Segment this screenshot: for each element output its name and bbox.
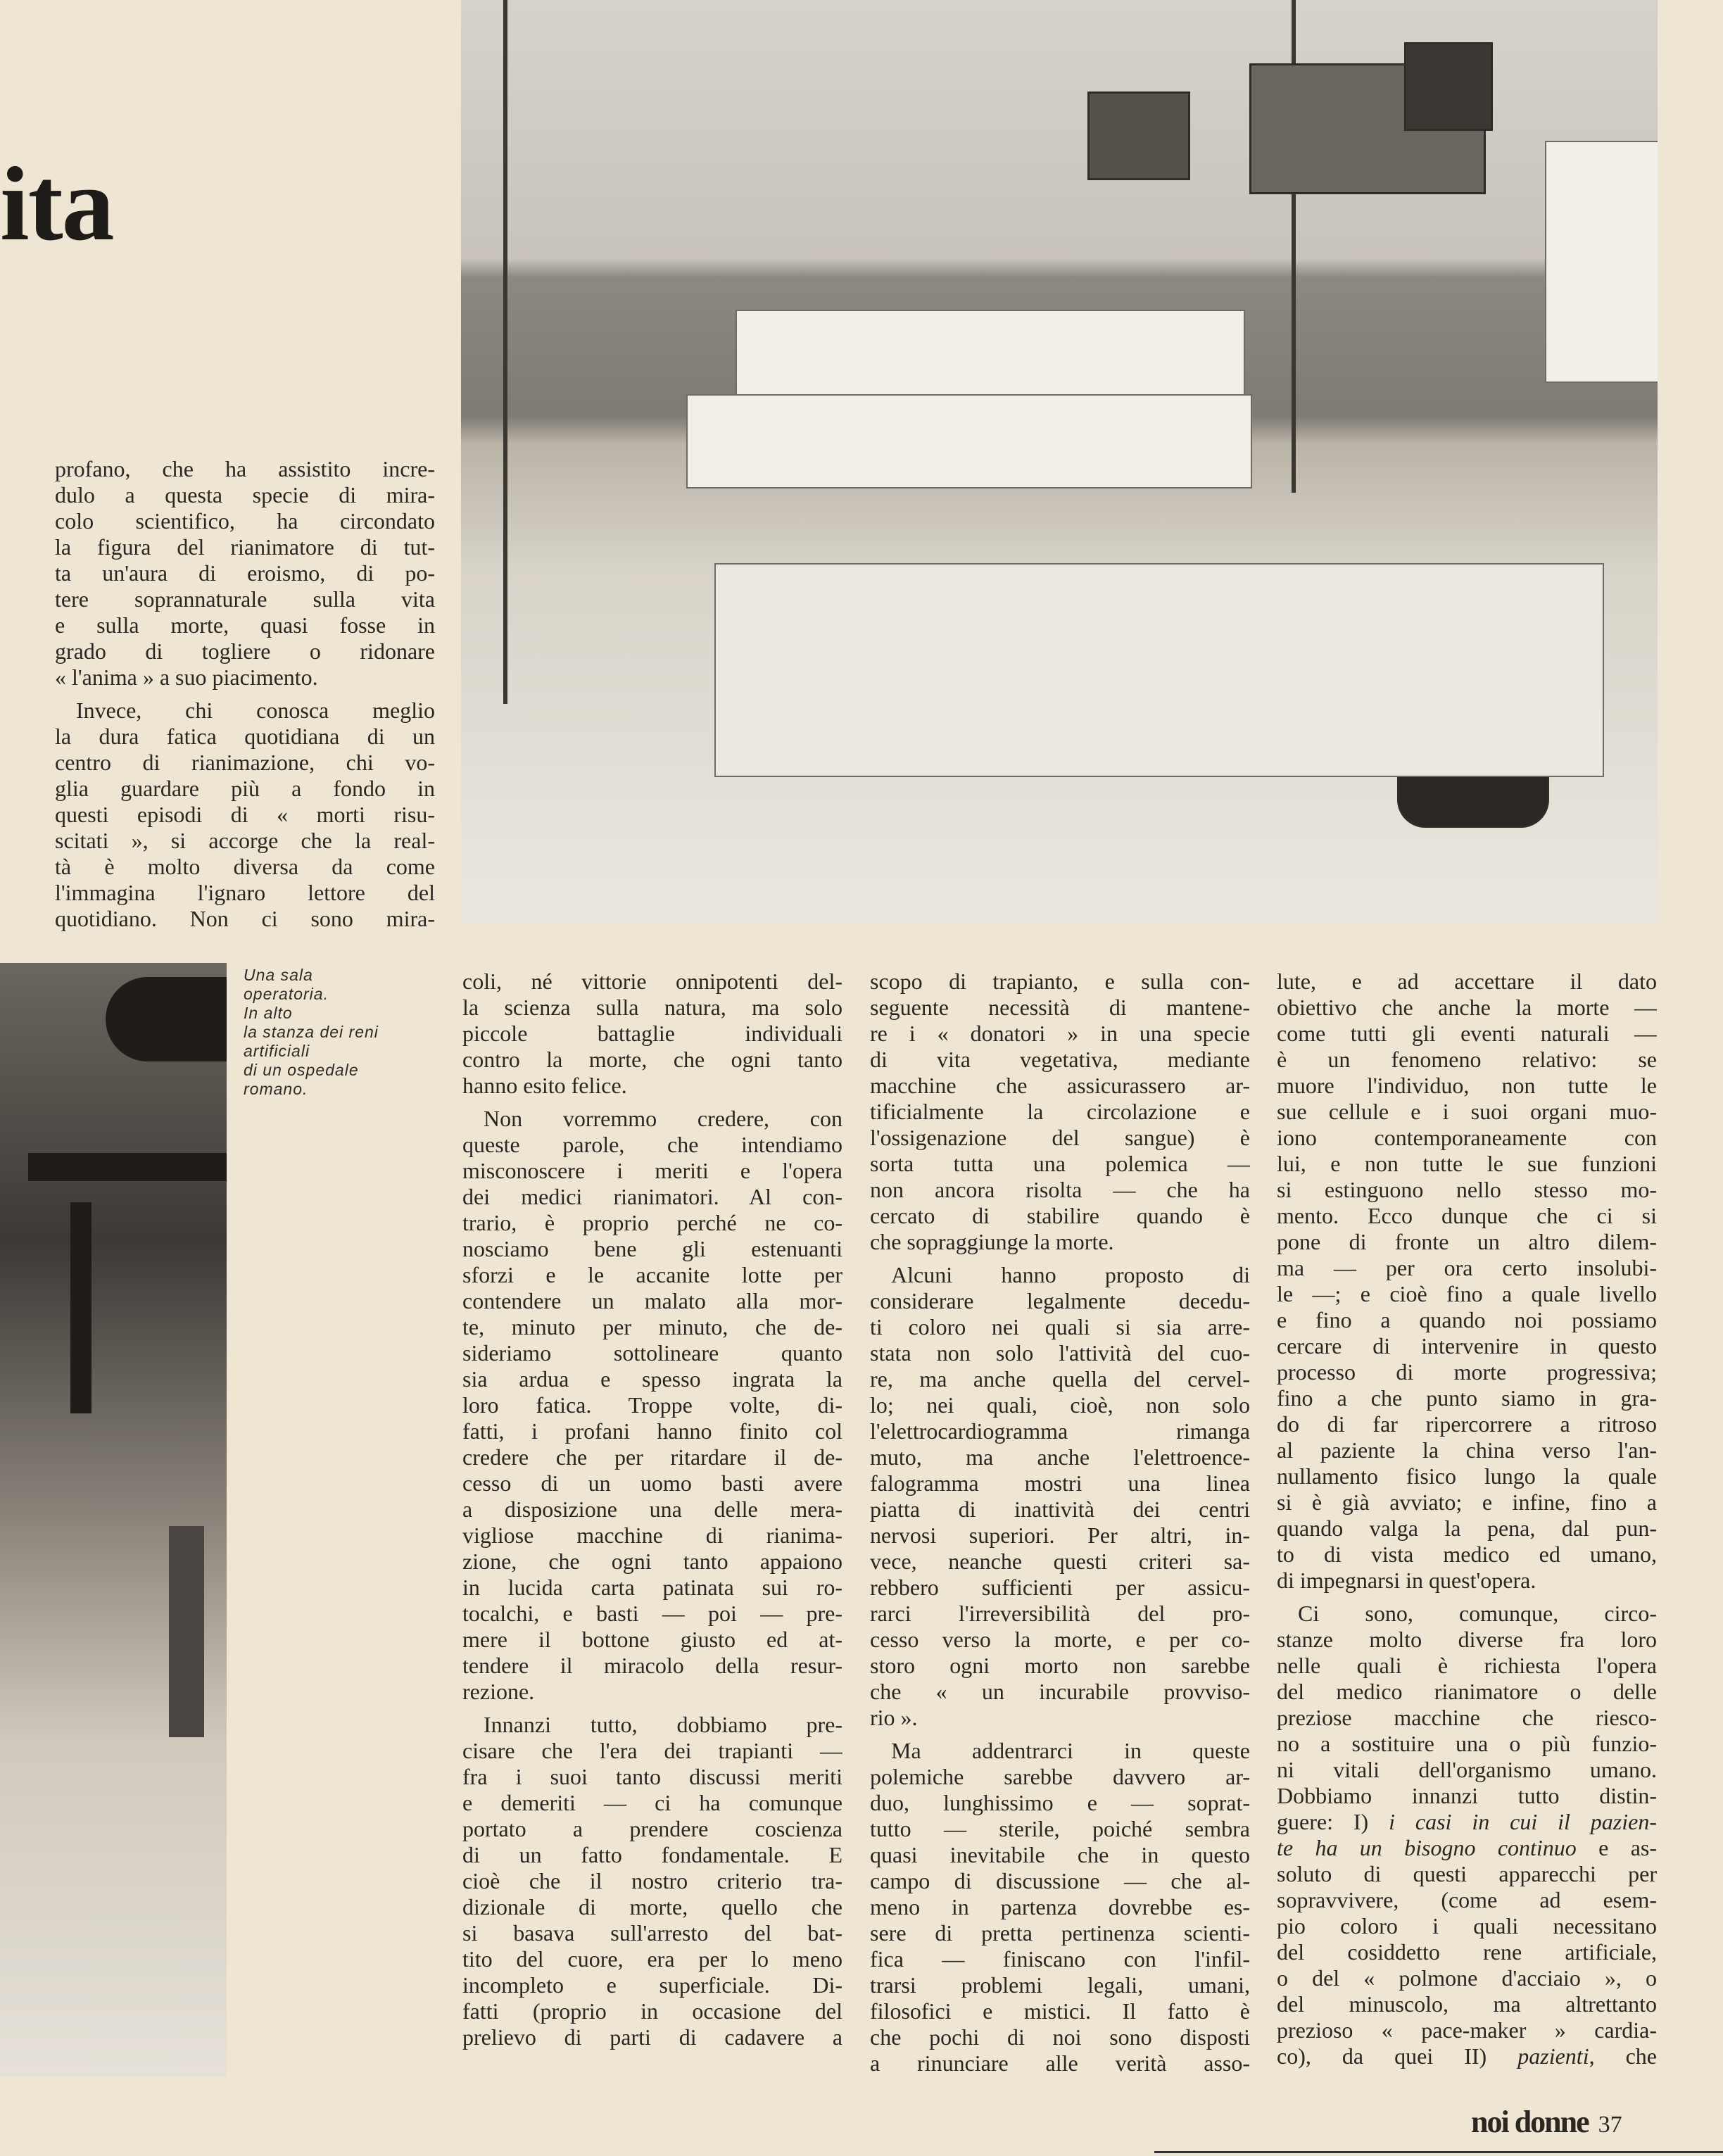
kidney-unit	[736, 310, 1245, 397]
paragraph	[1277, 969, 1657, 1594]
text-line: stata non solo l'attività del cuo-	[870, 1340, 1250, 1366]
text-line: lo; nei quali, cioè, non solo	[870, 1392, 1250, 1418]
text-line: meno in partenza dovrebbe es-	[870, 1894, 1250, 1919]
text-line: Ci sono, comunque, circo-	[1298, 1601, 1657, 1626]
text-segment: guere: I)	[1277, 1809, 1389, 1834]
text-line: tà è molto diversa da come	[55, 854, 435, 879]
text-line: cercato di stabilire quando è	[870, 1203, 1250, 1228]
text-line: nosciamo bene gli estenuanti	[462, 1236, 842, 1261]
text-line: che « un incurabile provviso-	[870, 1679, 1250, 1704]
text-line: tere soprannaturale sulla vita	[55, 586, 435, 612]
monitor-unit	[1087, 92, 1190, 180]
kidney-unit	[686, 394, 1252, 488]
text-line: centro di rianimazione, chi vo-	[55, 750, 435, 775]
text-line: no a sostituire una o più funzio-	[1277, 1731, 1657, 1756]
text-line	[1277, 1809, 1657, 1835]
text-line: re, ma anche quella del cervel-	[870, 1366, 1250, 1392]
text-line: a disposizione una delle mera-	[462, 1496, 842, 1522]
text-line: Invece, chi conosca meglio	[76, 698, 435, 723]
text-line: nelle quali è richiesta l'opera	[1277, 1653, 1657, 1678]
text-line: misconoscere i meriti e l'opera	[462, 1158, 842, 1183]
text-line: del cosiddetto rene artificiale,	[1277, 1939, 1657, 1965]
text-line: che pochi di noi sono disposti	[870, 2024, 1250, 2050]
text-line: di un fatto fondamentale. E	[462, 1842, 842, 1867]
text-line: trarsi problemi legali, umani,	[870, 1972, 1250, 1998]
paragraph	[462, 1712, 842, 2050]
text-line: grado di togliere o ridonare	[55, 638, 435, 664]
text-line: tocalchi, e basti — poi — pre-	[462, 1601, 842, 1626]
text-line: lute, e ad accettare il dato	[1277, 969, 1657, 994]
text-line: e demeriti — ci ha comunque	[462, 1790, 842, 1815]
page-footer	[1471, 2105, 1622, 2147]
text-line: è un fenomeno relativo: se	[1277, 1047, 1657, 1072]
text-line: rio ».	[870, 1705, 918, 1730]
text-line: o del « polmone d'acciaio », o	[1277, 1965, 1657, 1991]
text-line: l'ossigenazione del sangue) è	[870, 1125, 1250, 1150]
italic-text: te ha un bisogno continuo	[1277, 1835, 1577, 1860]
text-line: sue cellule e i suoi organi muo-	[1277, 1099, 1657, 1124]
text-line: iono contemporaneamente con	[1277, 1125, 1657, 1150]
text-line: fica — finiscano con l'infil-	[870, 1946, 1250, 1972]
text-line: queste parole, che intendiamo	[462, 1132, 842, 1157]
text-line: glia guardare più a fondo in	[55, 776, 435, 801]
text-line: di impegnarsi in quest'opera.	[1277, 1568, 1536, 1593]
text-line: prezioso « pace-maker » cardia-	[1277, 2017, 1657, 2043]
text-line: stanze molto diverse fra loro	[1277, 1627, 1657, 1652]
surgical-lamp	[106, 977, 227, 1061]
text-line: macchine che assicurassero ar-	[870, 1073, 1250, 1098]
text-line: fatti, i profani hanno finito col	[462, 1418, 842, 1444]
text-line: considerare legalmente decedu-	[870, 1288, 1250, 1313]
text-line: Non vorremmo credere, con	[484, 1106, 842, 1131]
pump-unit	[1404, 42, 1493, 131]
paragraph	[870, 1262, 1250, 1731]
text-line: del medico rianimatore o delle	[1277, 1679, 1657, 1704]
text-column-4	[1277, 969, 1657, 2069]
text-line: pio coloro i quali necessitano	[1277, 1913, 1657, 1938]
caption-line: romano.	[244, 1080, 308, 1098]
text-line: si è già avviato; e infine, fino a	[1277, 1489, 1657, 1515]
paragraph	[55, 456, 435, 691]
text-line: si basava sull'arresto del bat-	[462, 1920, 842, 1946]
text-line: mento. Ecco dunque che ci si	[1277, 1203, 1657, 1228]
text-line: contendere un malato alla mor-	[462, 1288, 842, 1313]
text-line: che sopraggiunge la morte.	[870, 1229, 1114, 1254]
text-line: tito del cuore, era per lo meno	[462, 1946, 842, 1972]
text-line: cesso verso la morte, e per co-	[870, 1627, 1250, 1652]
wall-panel	[1545, 141, 1658, 383]
photo-artificial-kidney-room	[461, 0, 1658, 924]
text-line: re i « donatori » in una specie	[870, 1021, 1250, 1046]
text-line: del minuscolo, ma altrettanto	[1277, 1991, 1657, 2017]
text-column-1	[55, 456, 435, 932]
text-segment: co), da quei II)	[1277, 2043, 1518, 2069]
text-line: dei medici rianimatori. Al con-	[462, 1184, 842, 1209]
text-line: rarci l'irreversibilità del pro-	[870, 1601, 1250, 1626]
text-line: scopo di trapianto, e sulla con-	[870, 969, 1250, 994]
text-line: in lucida carta patinata sui ro-	[462, 1575, 842, 1600]
text-line: fatti (proprio in occasione del	[462, 1998, 842, 2024]
photo-caption	[244, 966, 419, 1099]
text-line: rebbero sufficienti per assicu-	[870, 1575, 1250, 1600]
text-line: quando valga la pena, dal pun-	[1277, 1515, 1657, 1541]
text-line: rezione.	[462, 1679, 535, 1704]
text-line: loro fatica. Troppe volte, di-	[462, 1392, 842, 1418]
text-line: la figura del rianimatore di tut-	[55, 534, 435, 560]
text-line: prelievo di parti di cadavere a	[462, 2024, 842, 2050]
text-line: cesso di un uomo basti avere	[462, 1470, 842, 1496]
text-line: fino a che punto siamo in gra-	[1277, 1385, 1657, 1411]
text-line: l'elettrocardiogramma rimanga	[870, 1418, 1250, 1444]
text-line: mere il bottone giusto ed at-	[462, 1627, 842, 1652]
caption-line: di un ospedale	[244, 1061, 359, 1079]
italic-text: pazienti	[1517, 2043, 1589, 2069]
text-line: le —; e cioè fino a quale livello	[1277, 1281, 1657, 1306]
text-line: tificialmente la circolazione e	[870, 1099, 1250, 1124]
text-line: Ma addentrarci in queste	[891, 1738, 1250, 1763]
text-line: sideriamo sottolineare quanto	[462, 1340, 842, 1366]
text-line: questi episodi di « morti risu-	[55, 802, 435, 827]
text-line: falogramma mostri una linea	[870, 1470, 1250, 1496]
paragraph	[870, 969, 1250, 1255]
text-line: dizionale di morte, quello che	[462, 1894, 842, 1919]
text-line: scitati », si accorge che la real-	[55, 828, 435, 853]
caption-line: artificiali	[244, 1042, 310, 1060]
text-line: colo scientifico, ha circondato	[55, 508, 435, 534]
text-line: dulo a questa specie di mira-	[55, 482, 435, 508]
text-line: sere di pretta pertinenza scienti-	[870, 1920, 1250, 1946]
paragraph	[462, 969, 842, 1099]
magazine-name: noi donne	[1471, 2105, 1589, 2139]
text-line: zione, che ogni tanto appaiono	[462, 1549, 842, 1574]
text-line	[1277, 1835, 1657, 1861]
text-line: incompleto e superficiale. Di-	[462, 1972, 842, 1998]
text-line: ma — per ora certo insolubi-	[1277, 1255, 1657, 1280]
text-line: Dobbiamo innanzi tutto distin-	[1277, 1783, 1657, 1808]
text-line: ni vitali dell'organismo umano.	[1277, 1757, 1657, 1782]
text-line: cisare che l'era dei trapianti —	[462, 1738, 842, 1763]
text-line: al paziente la china verso l'an-	[1277, 1437, 1657, 1463]
text-column-2	[462, 969, 842, 2050]
paragraph	[55, 698, 435, 932]
paragraph	[870, 1738, 1250, 2076]
text-line: tendere il miracolo della resur-	[462, 1653, 842, 1678]
text-line: tutto — sterile, poiché sembra	[870, 1816, 1250, 1841]
text-line: trario, è proprio perché ne co-	[462, 1210, 842, 1235]
text-line: sopravvivere, (come ad esem-	[1277, 1887, 1657, 1912]
text-line: ti coloro nei quali si sia arre-	[870, 1314, 1250, 1339]
text-line: sorta tutta una polemica —	[870, 1151, 1250, 1176]
text-line: la scienza sulla natura, ma solo	[462, 995, 842, 1020]
text-line: contro la morte, che ogni tanto	[462, 1047, 842, 1072]
text-line: sforzi e le accanite lotte per	[462, 1262, 842, 1287]
text-line: lui, e non tutte le sue funzioni	[1277, 1151, 1657, 1176]
text-line: quotidiano. Non ci sono mira-	[55, 906, 435, 931]
text-line: credere che per ritardare il de-	[462, 1444, 842, 1470]
article-title-fragment: ita	[0, 146, 113, 263]
text-line: preziose macchine che riesco-	[1277, 1705, 1657, 1730]
paragraph	[462, 1106, 842, 1705]
stand	[70, 1202, 91, 1413]
text-line: hanno esito felice.	[462, 1073, 627, 1098]
radiator	[169, 1526, 204, 1737]
text-line: muto, ma anche l'elettroence-	[870, 1444, 1250, 1470]
text-line: te, minuto per minuto, che de-	[462, 1314, 842, 1339]
text-line: polemiche sarebbe davvero ar-	[870, 1764, 1250, 1789]
page-number: 37	[1598, 2112, 1622, 2138]
text-line: come tutti gli eventi naturali —	[1277, 1021, 1657, 1046]
iv-pole	[503, 0, 507, 704]
text-line	[1277, 2043, 1657, 2069]
text-line: to di vista medico ed umano,	[1277, 1542, 1657, 1567]
text-line: piccole battaglie individuali	[462, 1021, 842, 1046]
text-line: ta un'aura di eroismo, di po-	[55, 560, 435, 586]
text-line: quasi inevitabile che in questo	[870, 1842, 1250, 1867]
text-line: do di far ripercorrere a ritroso	[1277, 1411, 1657, 1437]
text-line: cioè che il nostro criterio tra-	[462, 1868, 842, 1893]
kidney-unit	[714, 563, 1604, 777]
text-line: processo di morte progressiva;	[1277, 1359, 1657, 1385]
paragraph	[1277, 1601, 1657, 2069]
caption-line: In alto	[244, 1004, 293, 1022]
text-line: vece, neanche questi criteri sa-	[870, 1549, 1250, 1574]
text-segment: e as-	[1576, 1835, 1657, 1860]
text-line: e sulla morte, quasi fosse in	[55, 612, 435, 638]
caption-line: la stanza dei reni	[244, 1023, 379, 1041]
text-line: duo, lunghissimo e — soprat-	[870, 1790, 1250, 1815]
text-line: cercare di intervenire in questo	[1277, 1333, 1657, 1358]
text-line: filosofici e mistici. Il fatto è	[870, 1998, 1250, 2024]
text-line: sia ardua e spesso ingrata la	[462, 1366, 842, 1392]
text-line: non ancora risolta — che ha	[870, 1177, 1250, 1202]
text-line: portato a prendere coscienza	[462, 1816, 842, 1841]
text-line: si estinguono nello stesso mo-	[1277, 1177, 1657, 1202]
text-line: a rinunciare alle verità asso-	[870, 2050, 1250, 2076]
text-line: l'immagina l'ignaro lettore del	[55, 880, 435, 905]
text-line: muore l'individuo, non tutte le	[1277, 1073, 1657, 1098]
photo-operating-room	[0, 963, 227, 2076]
shelf	[28, 1153, 227, 1181]
text-line: vigliose macchine di rianima-	[462, 1523, 842, 1548]
text-line: pone di fronte un altro dilem-	[1277, 1229, 1657, 1254]
text-line: profano, che ha assistito incre-	[55, 456, 435, 481]
text-line: Innanzi tutto, dobbiamo pre-	[484, 1712, 842, 1737]
text-line: la dura fatica quotidiana di un	[55, 724, 435, 749]
text-line: e fino a quando noi possiamo	[1277, 1307, 1657, 1332]
text-line: seguente necessità di mantene-	[870, 995, 1250, 1020]
italic-text: i casi in cui il pazien-	[1389, 1809, 1657, 1834]
text-line: soluto di questi apparecchi per	[1277, 1861, 1657, 1886]
text-line: di vita vegetativa, mediante	[870, 1047, 1250, 1072]
text-line: campo di discussione — che al-	[870, 1868, 1250, 1893]
text-line: nervosi superiori. Per altri, in-	[870, 1523, 1250, 1548]
text-line: fra i suoi tanto discussi meriti	[462, 1764, 842, 1789]
text-line: « l'anima » a suo piacimento.	[55, 664, 318, 690]
text-line: piatta di inattività dei centri	[870, 1496, 1250, 1522]
caption-line: Una sala	[244, 966, 313, 984]
text-line: obiettivo che anche la morte —	[1277, 995, 1657, 1020]
text-segment: , che	[1589, 2043, 1657, 2069]
caption-line: operatoria.	[244, 985, 329, 1003]
text-line: coli, né vittorie onnipotenti del-	[462, 969, 842, 994]
text-column-3	[870, 969, 1250, 2076]
divider	[1154, 2151, 1723, 2153]
text-line: storo ogni morto non sarebbe	[870, 1653, 1250, 1678]
text-line: nullamento fisico lungo la quale	[1277, 1463, 1657, 1489]
text-line: Alcuni hanno proposto di	[891, 1262, 1250, 1287]
